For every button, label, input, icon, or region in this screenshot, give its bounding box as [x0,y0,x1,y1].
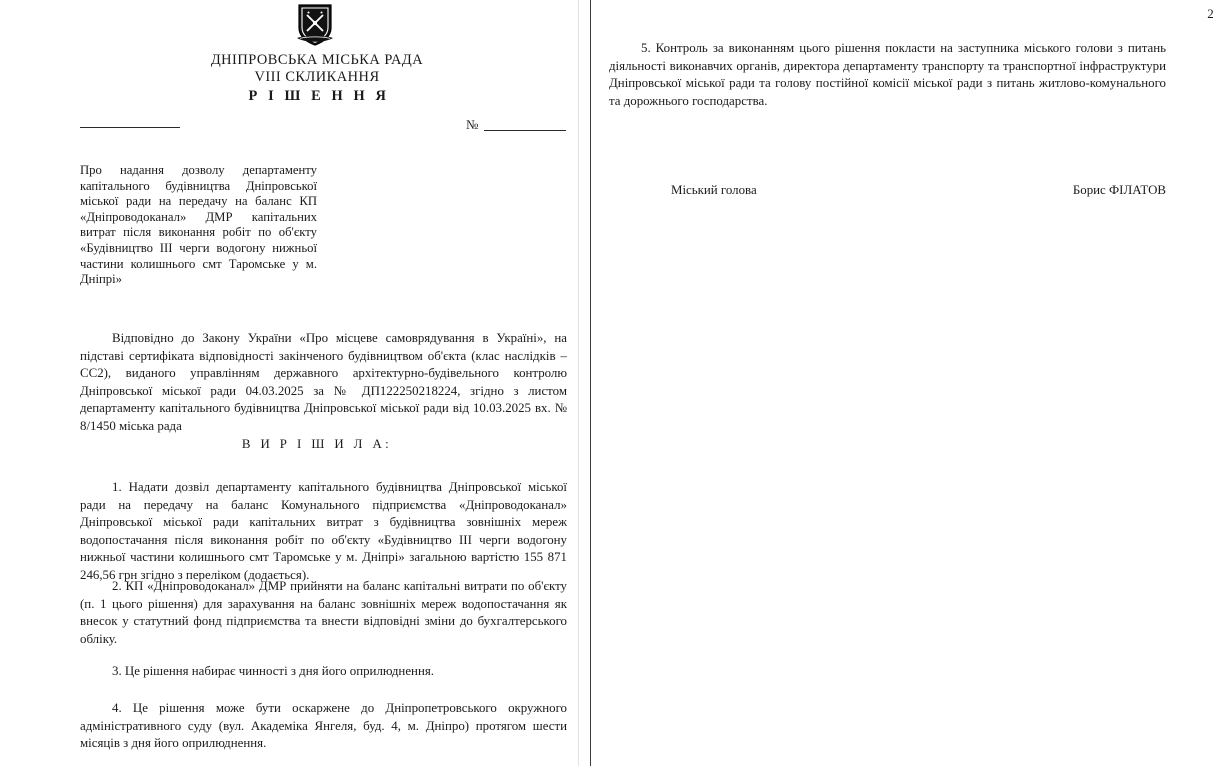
resolved-heading [0,437,590,452]
emblem-container [0,2,590,53]
council-name: ДНІПРОВСЬКА МІСЬКА РАДА [210,52,424,68]
clause-1: 1. Надати дозвіл департаменту капітального будівництва Дніпровської міської ради на передачу на баланс Комунального підприємства «Дніпроводоканал» Дніпровської міської ради капітальних витрат з будівництва зовнішніх мереж водопостачання після виконання робіт по об'єкту «Будівництво ІІІ черги водогону нижньої частини колишнього смт Таромське у м. Дніпрі» загальною вартістю 155 871 246,56 грн згідно з переліком (додається). [80,480,567,582]
resolved-heading-text: В И Р І Ш И Л А: [241,437,393,451]
date-and-number-row [0,117,590,137]
letterhead [0,52,590,106]
clause-2: 2. КП «Дніпроводоканал» ДМР прийняти на баланс капітальні витрати по об'єкту (п. 1 цього рішення) для зарахування на баланс зовнішніх мереж водопостачання як внесок у статутний фонд підприємства та внести відповідні зміни до бухгалтерського обліку. [80,579,567,646]
document-page-2 [591,0,1214,766]
document-page-1 [0,0,590,766]
clause-4: 4. Це рішення може бути оскаржене до Дніпропетровського окружного адміністративного суду (вул. Академіка Янгеля, буд. 4, м. Дніпро) протягом шести місяців з дня його оприлюднення. [80,701,567,751]
number-symbol: № [466,117,479,132]
document-type-heading: Р І Ш Е Н Н Я [248,88,390,104]
page-number-text: 2 [1207,6,1214,21]
clause-3: 3. Це рішення набирає чинності з дня його оприлюднення. [112,664,434,678]
convocation-line: VIII СКЛИКАННЯ [254,69,380,85]
preamble-paragraph: Відповідно до Закону України «Про місцеве самоврядування в Україні», на підставі сертифіката відповідності закінченого будівництвом об'єкта (клас наслідків – СС2), виданого управлінням державного архітектурно-будівельного контролю Дніпровської міської ради 04.03.2025 за № ДП122250218224, згідно з листом департаменту капітального будівництва Дніпровської міської ради від 10.03.2025 вх. № 8/1450 міська рада [80,331,567,433]
number-blank-rule [484,130,566,131]
signature-block [609,183,1166,203]
subject-block: Про надання дозволу департаменту капітального будівництва Дніпровської міської ради на передачу на баланс КП «Дніпроводоканал» ДМР капітальних витрат після виконання робіт по об'єкту «Будівництво ІІІ черги водогону нижньої частини колишнього смт Таромське у м. Дніпрі» [80,163,317,287]
signature-name: Борис ФІЛАТОВ [1072,183,1166,197]
signature-title: Міський голова [671,183,757,197]
date-blank-rule [80,127,180,128]
dnipro-coat-of-arms-icon [293,2,337,48]
page-number [591,6,1214,22]
clause-5: 5. Контроль за виконанням цього рішення покласти на заступника міського голови з питань діяльності виконавчих органів, директора департаменту транспорту та транспортної інфраструктури Дніпровської міської ради та голову постійної комісії міської ради з питань житлово-комунального та дорожнього господарства. [609,41,1166,108]
page-gutter-shadow [578,0,579,766]
